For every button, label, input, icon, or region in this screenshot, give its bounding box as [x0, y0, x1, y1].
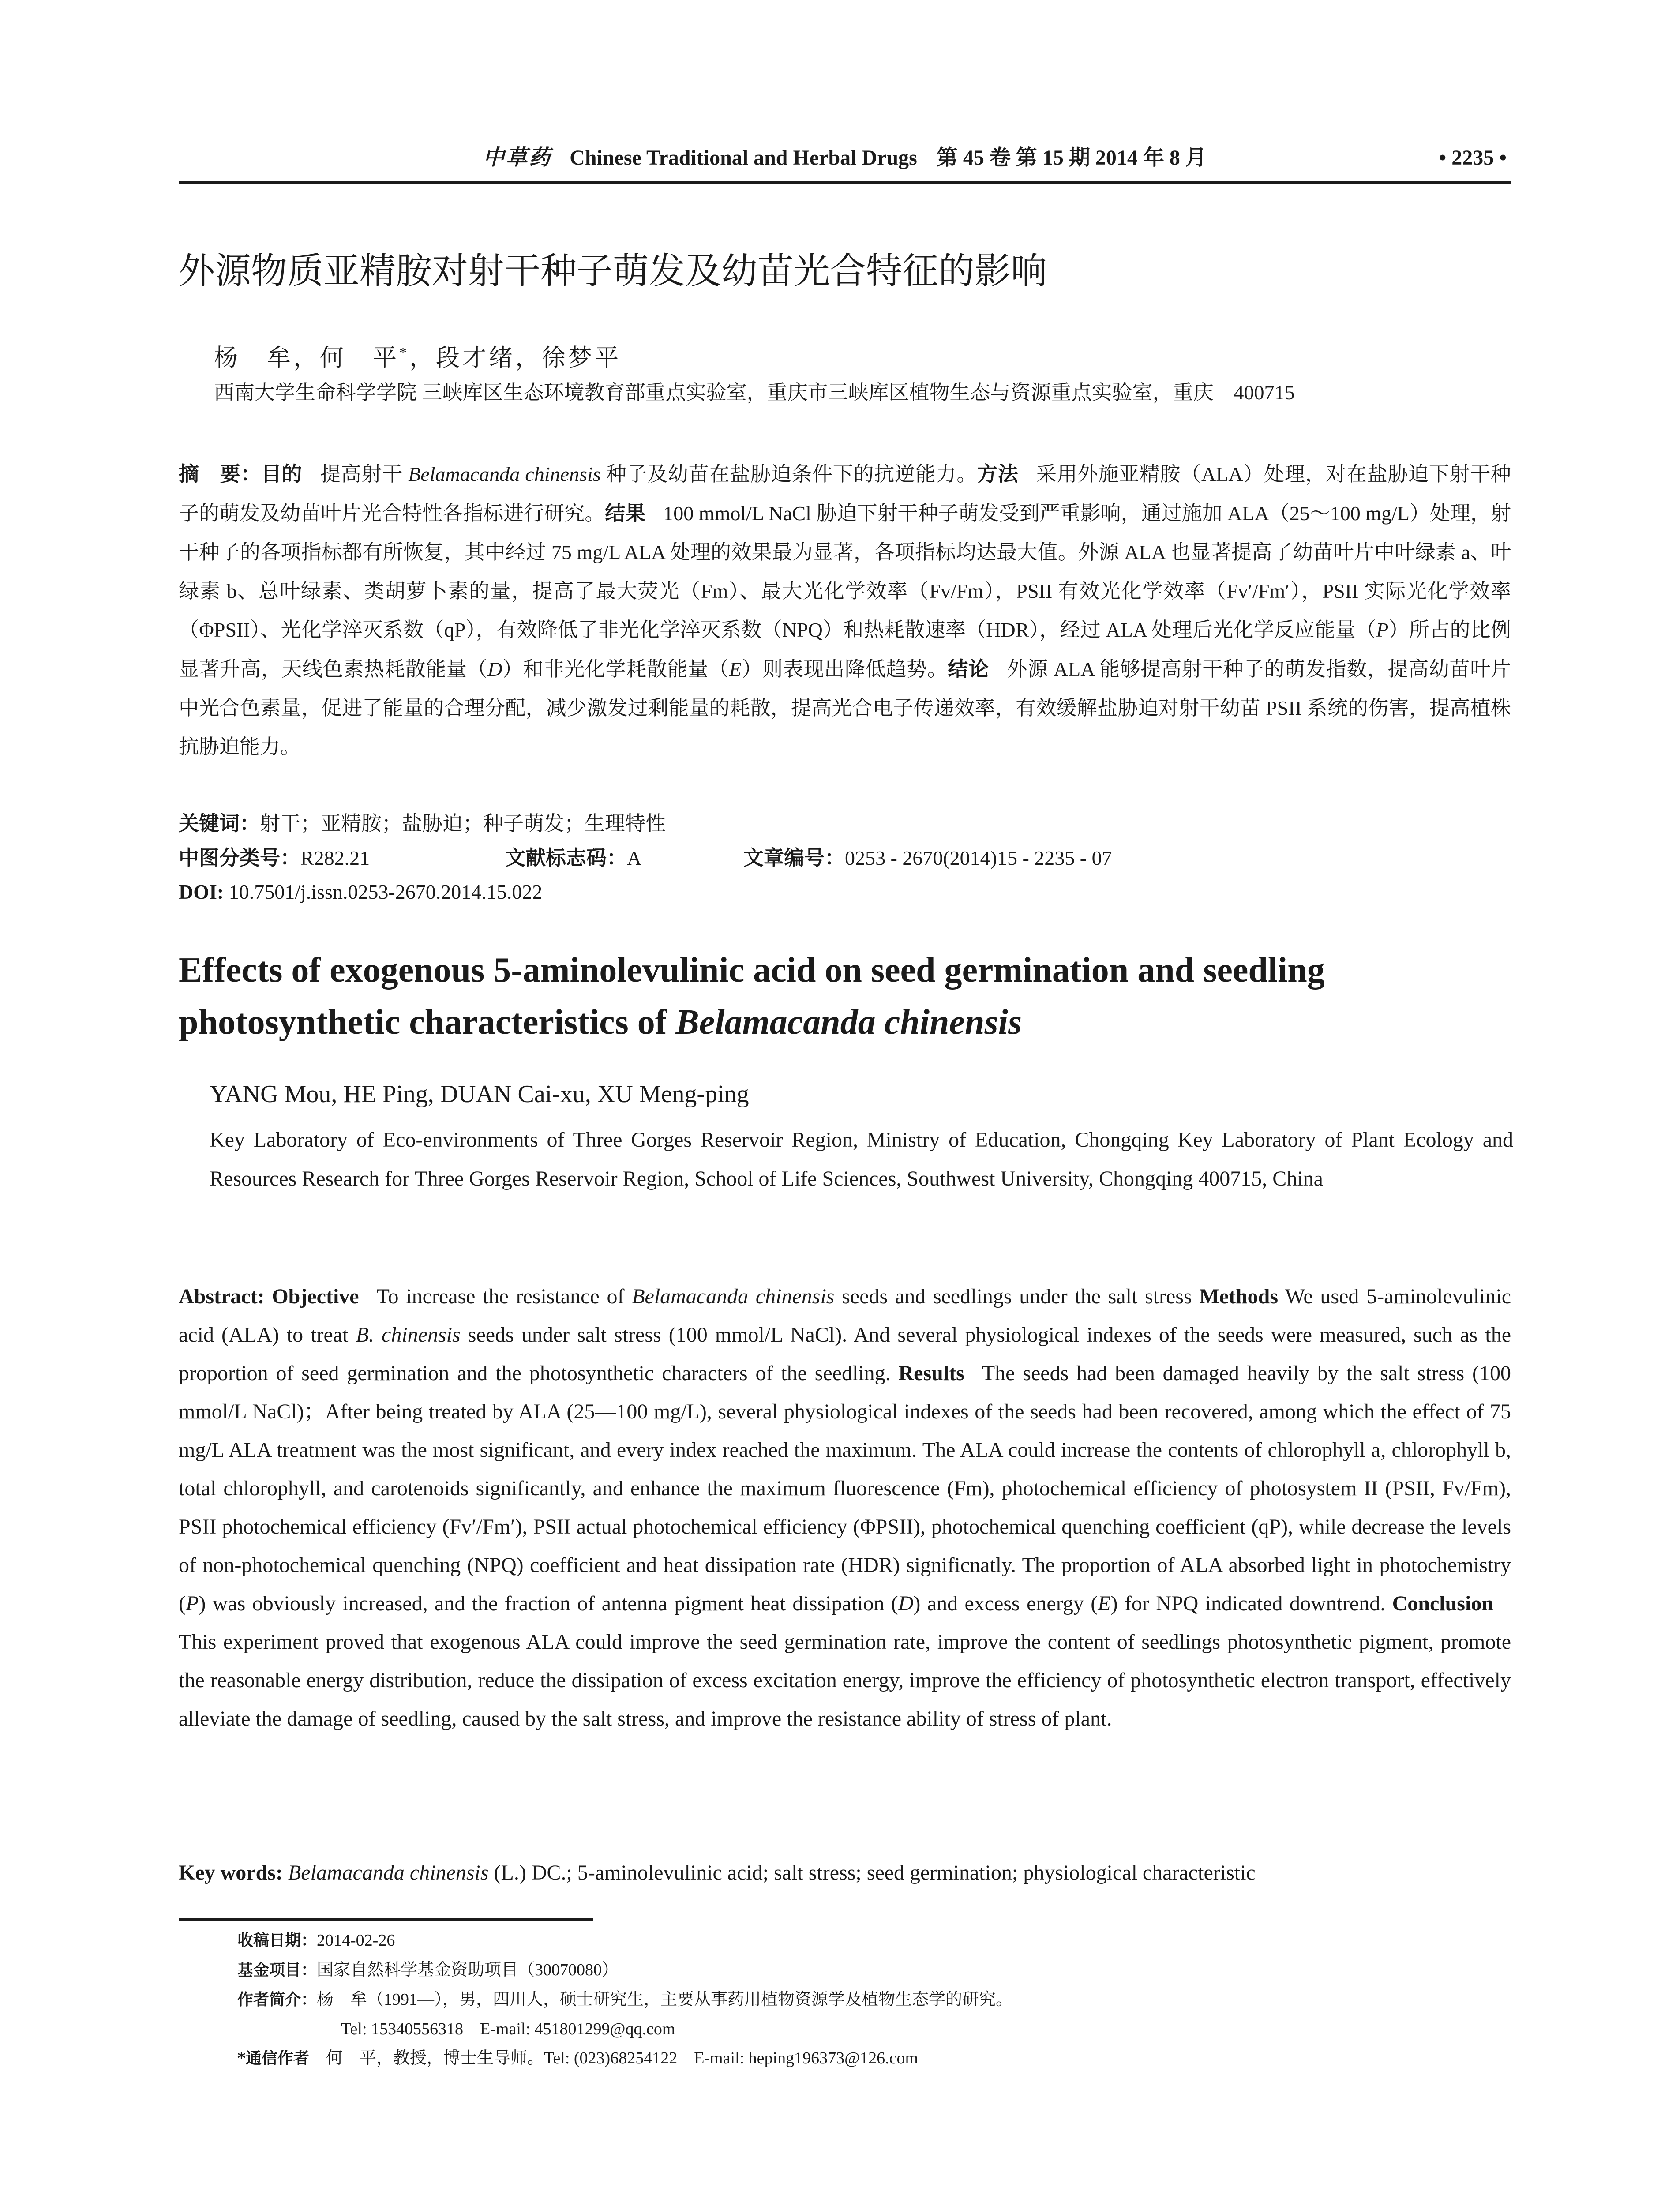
chinese-title: 外源物质亚精胺对射干种子萌发及幼苗光合特征的影响: [179, 250, 1047, 292]
header-journal-line: [179, 140, 1511, 176]
abstract-label: 摘 要：: [179, 462, 261, 486]
author-contact: Tel: 15340556318 E-mail: 451801299@qq.com: [341, 2020, 675, 2038]
english-title: Effects of exogenous 5-aminolevulinic acid on seed germination and seedling photosynthetic characteristics of Belamacanda chinensis: [179, 951, 1325, 1042]
abstract-label: Abstract:: [179, 1285, 265, 1308]
english-authors: YANG Mou, HE Ping, DUAN Cai-xu, XU Meng-ping: [210, 1080, 749, 1108]
page-number: • 2235 •: [1439, 146, 1507, 169]
english-keywords: Key words: Belamacanda chinensis (L.) DC.; 5-aminolevulinic acid; salt stress; seed germination; physiological characteristic: [179, 1861, 1256, 1884]
methods-label: 方法: [977, 462, 1019, 486]
running-header: [179, 140, 1511, 184]
article-number: 文章编号：0253 - 2670(2014)15 - 2235 - 07: [743, 846, 1112, 870]
author-bio: 作者简介：杨 牟（1991—），男，四川人，硕士研究生，主要从事药用植物资源学及植物生态学的研究。: [237, 1990, 1013, 2009]
journal-en-name: Chinese Traditional and Herbal Drugs: [570, 146, 917, 169]
chinese-keywords: 关键词：射干；亚精胺；盐胁迫；种子萌发；生理特性: [179, 811, 666, 835]
journal-cn-logo: 中草药: [483, 146, 552, 169]
methods-label: Methods: [1199, 1285, 1279, 1308]
classification-line: [179, 842, 1112, 874]
issue-info: 第 45 卷 第 15 期 2014 年 8 月: [936, 146, 1207, 169]
objective-label: Objective: [272, 1285, 359, 1308]
title-species: Belamacanda chinensis: [675, 1003, 1022, 1042]
document-code: 文献标志码：A: [505, 846, 642, 870]
footnote-divider: [179, 1918, 593, 1921]
species-name: Belamacanda chinensis: [408, 463, 601, 485]
english-affiliation: Key Laboratory of Eco-environments of Three Gorges Reservoir Region, Ministry of Education, Chongqing Key Laboratory of Plant Ecology and Resources Research for Three Gorges Reservoir Region, School of Life Sciences, Southwest University, Chongqing 400715, China: [210, 1128, 1513, 1190]
received-date: 收稿日期：2014-02-26: [237, 1931, 395, 1950]
conclusion-label: 结论: [948, 657, 989, 681]
doi-value: 10.7501/j.issn.0253-2670.2014.15.022: [229, 881, 543, 903]
conclusion-label: Conclusion: [1392, 1592, 1494, 1615]
doi-line: DOI: 10.7501/j.issn.0253-2670.2014.15.022: [179, 881, 543, 903]
results-label: 结果: [605, 501, 646, 525]
english-abstract: Abstract: Objective To increase the resistance of Belamacanda chinensis seeds and seedlings under the salt stress Methods We used 5-aminolevulinic acid (ALA) to treat B. chinensis seeds under salt stress (100 mmol/L NaCl). And several physiological indexes of the seeds were measured, such as the proportion of seed germination and the photosynthetic characters of the seedling. Results The seeds had been damaged heavily by the salt stress (100 mmol/L NaCl)；After being treated by ALA (25—100 mg/L), several physiological indexes of the seeds had been recovered, among which the effect of 75 mg/L ALA treatment was the most significant, and every index reached the maximum. The ALA could increase the contents of chlorophyll a, chlorophyll b, total chlorophyll, and carotenoids significantly, and enhance the maximum fluorescence (Fm), photochemical efficiency of photosystem II (PSII, Fv/Fm), PSII photochemical efficiency (Fv′/Fm′), PSII actual photochemical efficiency (ΦPSII), photochemical quenching coefficient (qP), while decrease the levels of non-photochemical quenching (NPQ) coefficient and heat dissipation rate (HDR) significnatly. The proportion of ALA absorbed light in photochemistry (P) was obviously increased, and the fraction of antenna pigment heat dissipation (D) and excess energy (E) for NPQ indicated downtrend. ConclusionThis experiment proved that exogenous ALA could improve the seed germination rate, improve the content of seedlings photosynthetic pigment, promote the reasonable energy distribution, reduce the dissipation of excess excitation energy, improve the efficiency of photosynthetic electron transport, effectively alleviate the damage of seedling, caused by the salt stress, and improve the resistance ability of stress of plant.: [179, 1285, 1511, 1730]
fund-info: 基金项目：国家自然科学基金资助项目（30070080）: [237, 1961, 619, 1979]
chinese-abstract: 摘 要：目的 提高射干 Belamacanda chinensis 种子及幼苗在盐胁迫条件下的抗逆能力。方法 采用外施亚精胺（ALA）处理，对在盐胁迫下射干种子的萌发及幼苗叶片光合特性各指标进行研究。结果 100 mmol/L NaCl 胁迫下射干种子萌发受到严重影响，通过施加 ALA（25～100 mg/L）处理，射干种子的各项指标都有所恢复，其中经过 75 mg/L ALA 处理的效果最为显著，各项指标均达最大值。外源 ALA 也显著提高了幼苗叶片中叶绿素 a、叶绿素 b、总叶绿素、类胡萝卜素的量，提高了最大荧光（Fm）、最大光化学效率（Fv/Fm），PSII 有效光化学效率（Fv′/Fm′），PSII 实际光化学效率（ΦPSII）、光化学淬灭系数（qP），有效降低了非光化学淬灭系数（NPQ）和热耗散速率（HDR），经过 ALA 处理后光化学反应能量（P）所占的比例显著升高，天线色素热耗散能量（D）和非光化学耗散能量（E）则表现出降低趋势。结论 外源 ALA 能够提高射干种子的萌发指数，提高幼苗叶片中光合色素量，促进了能量的合理分配，减少激发过剩能量的耗散，提高光合电子传递效率，有效缓解盐胁迫对射干幼苗 PSII 系统的伤害，提高植株抗胁迫能力。: [179, 462, 1511, 758]
corresponding-author: *通信作者 何 平，教授，博士生导师。Tel: (023)68254122 E-mail: heping196373@126.com: [237, 2049, 918, 2067]
corresponding-mark: *: [399, 345, 409, 361]
footnotes: [237, 1926, 1012, 2073]
results-label: Results: [898, 1362, 964, 1385]
chinese-affiliation: 西南大学生命科学学院 三峡库区生态环境教育部重点实验室，重庆市三峡库区植物生态与资源重点实验室，重庆 400715: [214, 381, 1295, 404]
clc-number: 中图分类号：R282.21: [179, 846, 370, 870]
chinese-authors: 杨 牟，何 平*，段才绪，徐梦平: [214, 345, 621, 371]
objective-label: 目的: [261, 462, 303, 486]
